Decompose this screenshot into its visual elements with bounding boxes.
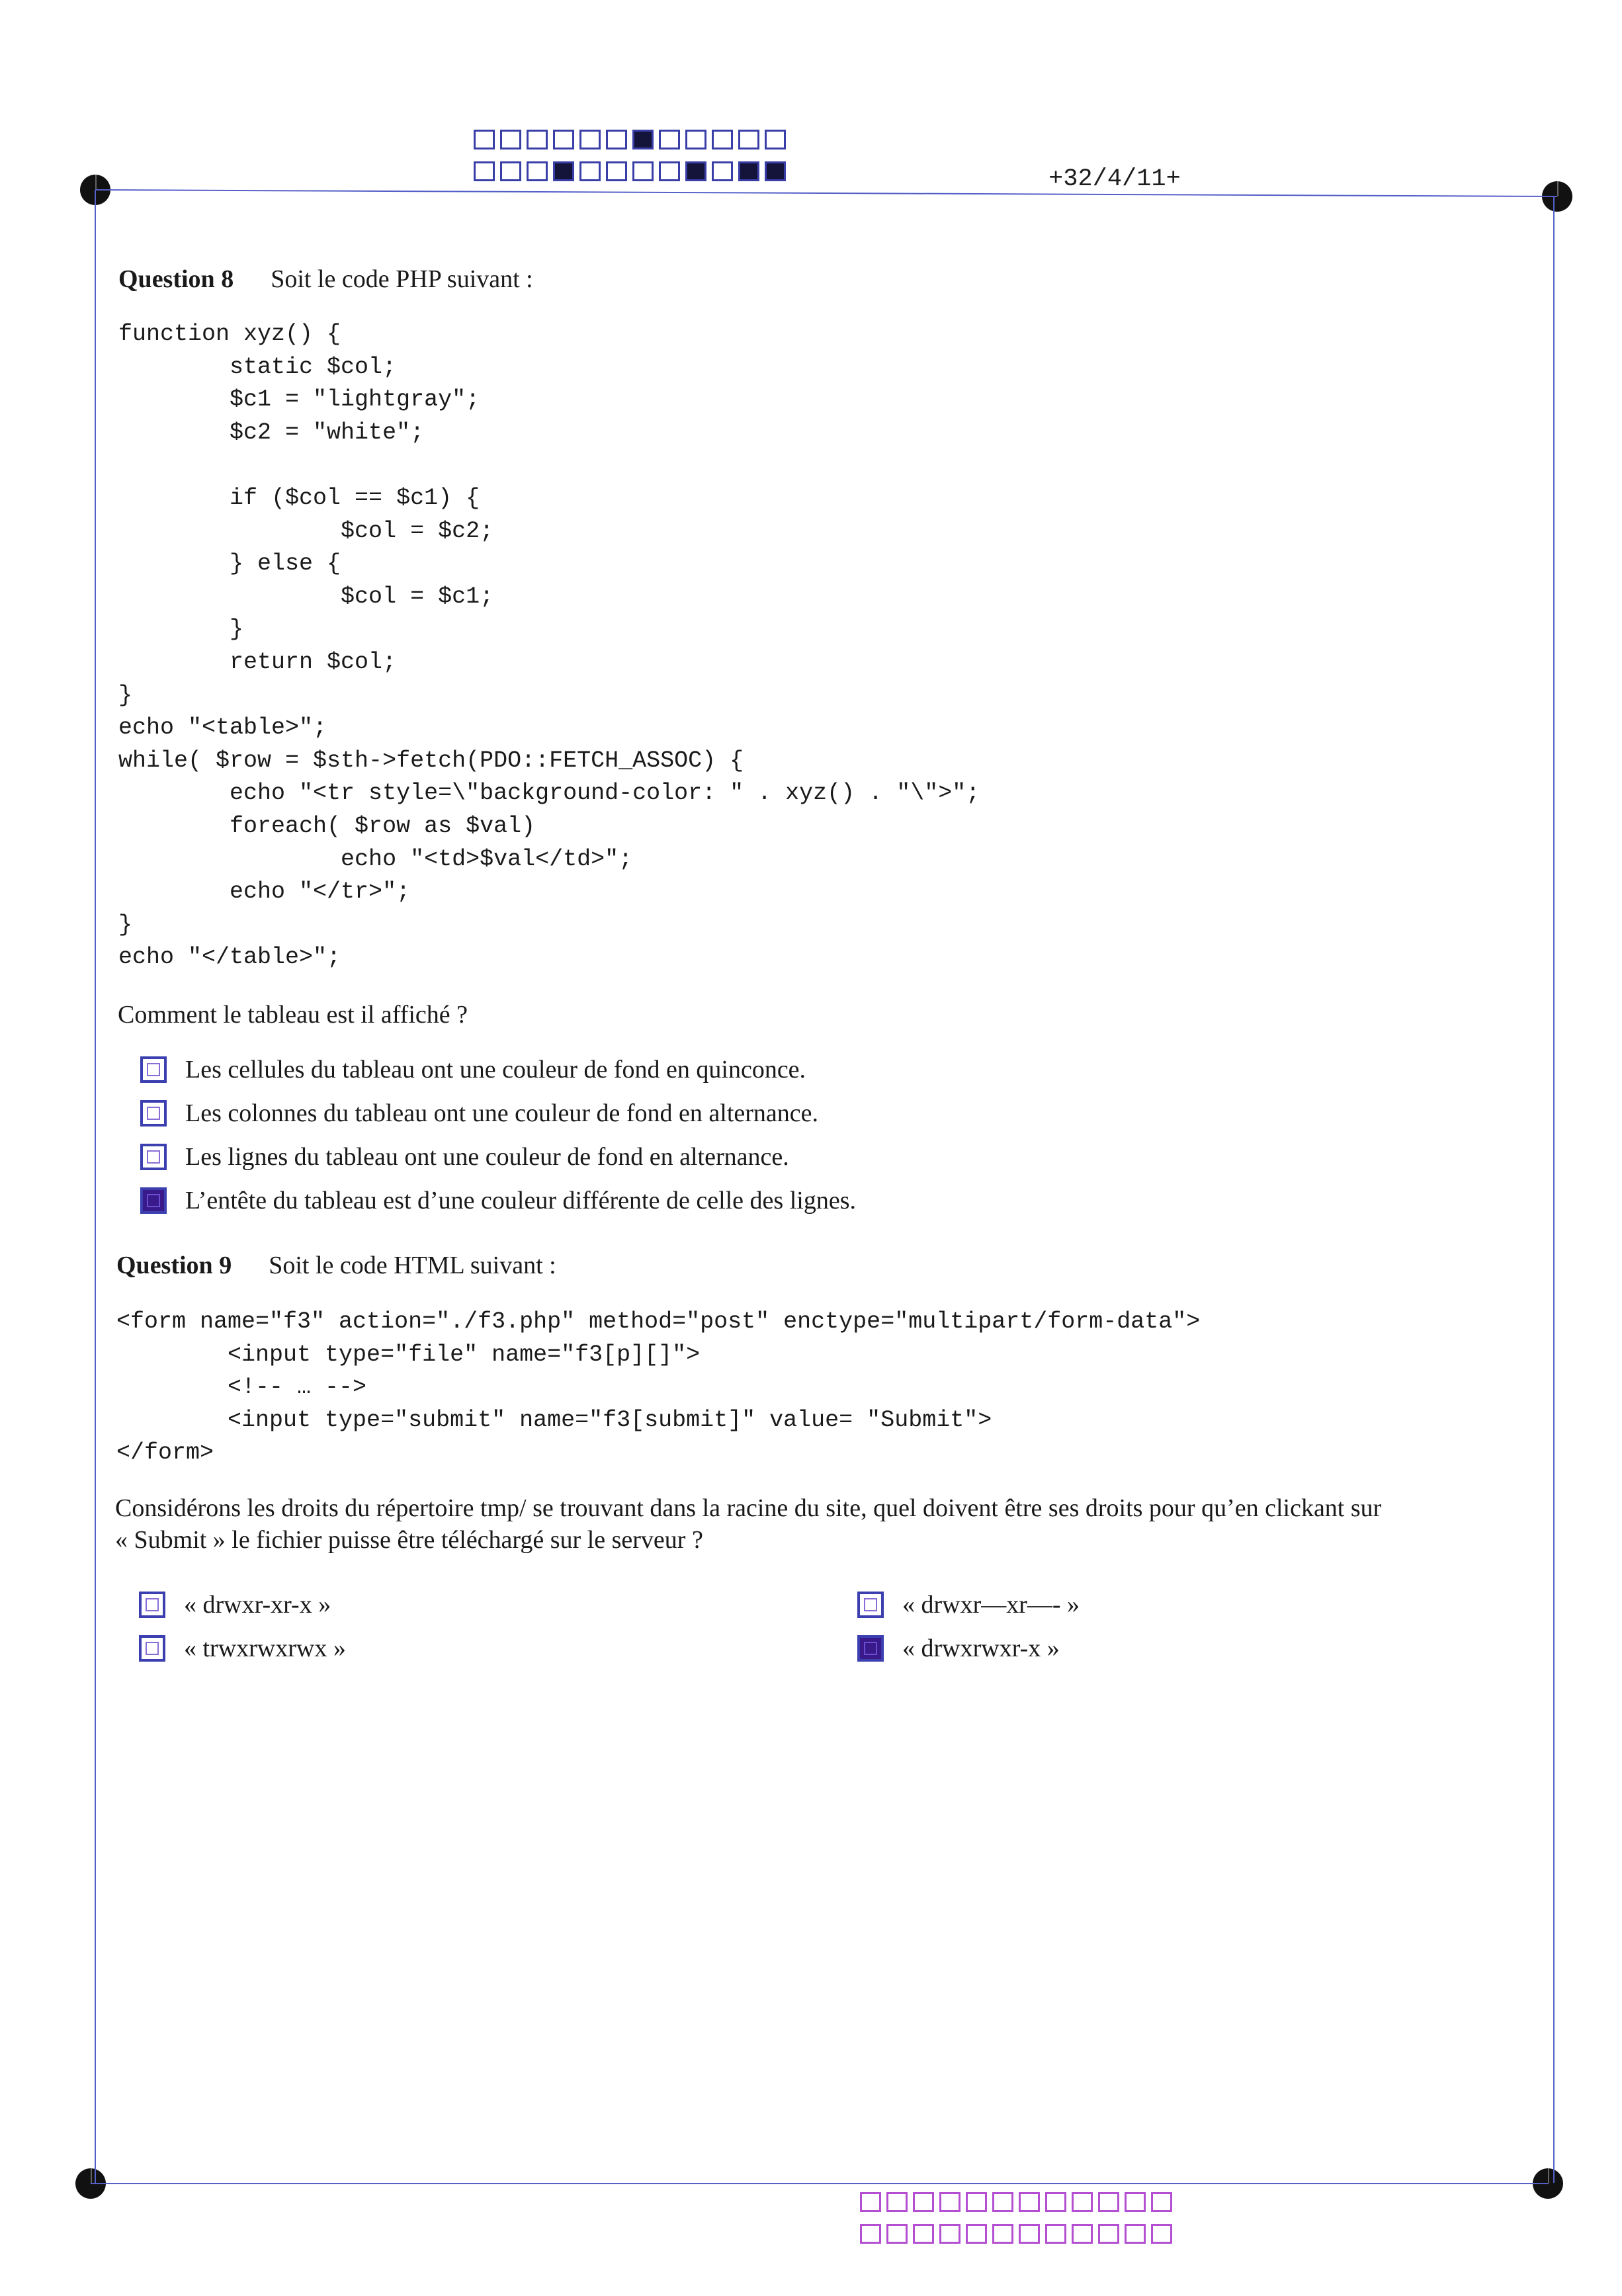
marker-cell bbox=[765, 130, 786, 149]
answer-checkbox[interactable] bbox=[857, 1635, 884, 1662]
answer-option bbox=[140, 1091, 856, 1135]
answer-checkbox[interactable] bbox=[140, 1056, 167, 1083]
marker-cell bbox=[1045, 2192, 1066, 2212]
frame-right-line bbox=[1553, 196, 1555, 2183]
marker-cell bbox=[860, 2224, 881, 2244]
marker-cell bbox=[1151, 2224, 1172, 2244]
question-intro: Soit le code PHP suivant : bbox=[271, 265, 533, 293]
page-id: +32/4/11+ bbox=[1048, 165, 1181, 193]
marker-cell bbox=[474, 130, 495, 149]
frame-left-line bbox=[95, 190, 96, 2183]
marker-cell bbox=[659, 161, 680, 181]
marker-cell bbox=[712, 130, 733, 149]
answer-checkbox[interactable] bbox=[140, 1187, 167, 1214]
frame-top-line bbox=[95, 189, 1557, 197]
marker-cell bbox=[632, 161, 654, 181]
question-9-prompt-line-1: Considérons les droits du répertoire tmp/ se trouvant dans la racine du site, quel doivent être ses droits pour qu’en clickant sur bbox=[115, 1494, 1382, 1522]
marker-cell bbox=[527, 130, 548, 149]
marker-cell bbox=[632, 130, 654, 149]
marker-cell bbox=[1045, 2224, 1066, 2244]
marker-cell bbox=[886, 2224, 908, 2244]
marker-cell bbox=[1019, 2192, 1040, 2212]
question-9-header bbox=[116, 1251, 556, 1280]
answer-option bbox=[139, 1583, 346, 1627]
answer-checkbox[interactable] bbox=[140, 1100, 167, 1127]
marker-cell bbox=[685, 161, 706, 181]
marker-cell bbox=[886, 2192, 908, 2212]
question-9-answers-right bbox=[857, 1583, 1080, 1670]
marker-cell bbox=[500, 161, 521, 181]
html-code-block: <form name="f3" action="./f3.php" method="post" enctype="multipart/form-data"> <input type="file" name="f3[p][]"> <!-- … --> <input type="submit" name="f3[submit]" value= "Submit"> </form> bbox=[116, 1308, 1201, 1467]
question-8-header bbox=[118, 265, 533, 294]
marker-cell bbox=[939, 2192, 960, 2212]
marker-strip-top-1 bbox=[474, 130, 791, 149]
marker-cell bbox=[939, 2224, 960, 2244]
marker-cell bbox=[606, 161, 627, 181]
marker-cell bbox=[966, 2192, 987, 2212]
marker-cell bbox=[860, 2192, 881, 2212]
answer-checkbox[interactable] bbox=[857, 1592, 884, 1618]
question-number: Question 8 bbox=[118, 265, 234, 293]
marker-cell bbox=[500, 130, 521, 149]
marker-cell bbox=[553, 161, 574, 181]
answer-option bbox=[857, 1583, 1080, 1627]
answer-option bbox=[140, 1179, 856, 1222]
marker-cell bbox=[992, 2224, 1013, 2244]
marker-cell bbox=[738, 130, 759, 149]
answer-option bbox=[857, 1627, 1080, 1670]
answer-label: « trwxrwxrwx » bbox=[184, 1635, 346, 1662]
marker-cell bbox=[1072, 2224, 1093, 2244]
marker-strip-bottom-2 bbox=[860, 2224, 1177, 2244]
marker-cell bbox=[579, 161, 601, 181]
answer-checkbox[interactable] bbox=[139, 1635, 165, 1662]
question-9-answers-left bbox=[139, 1583, 346, 1670]
answer-label: « drwxr—xr—- » bbox=[902, 1591, 1080, 1619]
answer-label: « drwxrwxr-x » bbox=[902, 1635, 1060, 1662]
marker-cell bbox=[913, 2224, 934, 2244]
marker-cell bbox=[913, 2192, 934, 2212]
marker-cell bbox=[992, 2192, 1013, 2212]
marker-cell bbox=[1098, 2224, 1119, 2244]
answer-label: L’entête du tableau est d’une couleur différente de celle des lignes. bbox=[185, 1187, 856, 1214]
marker-cell bbox=[553, 130, 574, 149]
answer-option bbox=[140, 1135, 856, 1179]
marker-cell bbox=[1125, 2192, 1146, 2212]
frame-bottom-line bbox=[91, 2183, 1548, 2184]
marker-cell bbox=[1125, 2224, 1146, 2244]
marker-cell bbox=[579, 130, 601, 149]
question-8-prompt: Comment le tableau est il affiché ? bbox=[118, 1001, 468, 1029]
marker-cell bbox=[765, 161, 786, 181]
marker-cell bbox=[966, 2224, 987, 2244]
marker-cell bbox=[474, 161, 495, 181]
marker-strip-top-2 bbox=[474, 161, 791, 181]
marker-cell bbox=[1098, 2192, 1119, 2212]
marker-cell bbox=[685, 130, 706, 149]
php-code-block: function xyz() { static $col; $c1 = "lightgray"; $c2 = "white"; if ($col == $c1) { $col = $c2; } else { $col = $c1; } return $col; } echo "<table>"; while( $row = $sth->fetch(PDO::FETCH_ASSOC) { echo "<tr style=\"background-color: " . xyz() . "\">"; foreach( $row as $val) echo "<td>$val</td>"; echo "</tr>"; } echo "</table>"; bbox=[118, 321, 980, 971]
answer-option bbox=[140, 1048, 856, 1091]
question-9-prompt-line-2: « Submit » le fichier puisse être téléchargé sur le serveur ? bbox=[115, 1526, 703, 1554]
answer-label: Les colonnes du tableau ont une couleur de fond en alternance. bbox=[185, 1099, 819, 1127]
question-intro: Soit le code HTML suivant : bbox=[269, 1252, 556, 1279]
marker-strip-bottom-1 bbox=[860, 2192, 1177, 2212]
answer-label: « drwxr-xr-x » bbox=[184, 1591, 331, 1619]
marker-cell bbox=[527, 161, 548, 181]
marker-cell bbox=[1151, 2192, 1172, 2212]
marker-cell bbox=[1072, 2192, 1093, 2212]
answer-label: Les cellules du tableau ont une couleur de fond en quinconce. bbox=[185, 1056, 806, 1084]
question-8-answers bbox=[140, 1048, 856, 1222]
marker-cell bbox=[1019, 2224, 1040, 2244]
marker-cell bbox=[606, 130, 627, 149]
answer-label: Les lignes du tableau ont une couleur de fond en alternance. bbox=[185, 1143, 789, 1171]
question-number: Question 9 bbox=[116, 1252, 232, 1279]
answer-checkbox[interactable] bbox=[139, 1592, 165, 1618]
marker-cell bbox=[738, 161, 759, 181]
marker-cell bbox=[659, 130, 680, 149]
answer-option bbox=[139, 1627, 346, 1670]
marker-cell bbox=[712, 161, 733, 181]
answer-checkbox[interactable] bbox=[140, 1144, 167, 1170]
